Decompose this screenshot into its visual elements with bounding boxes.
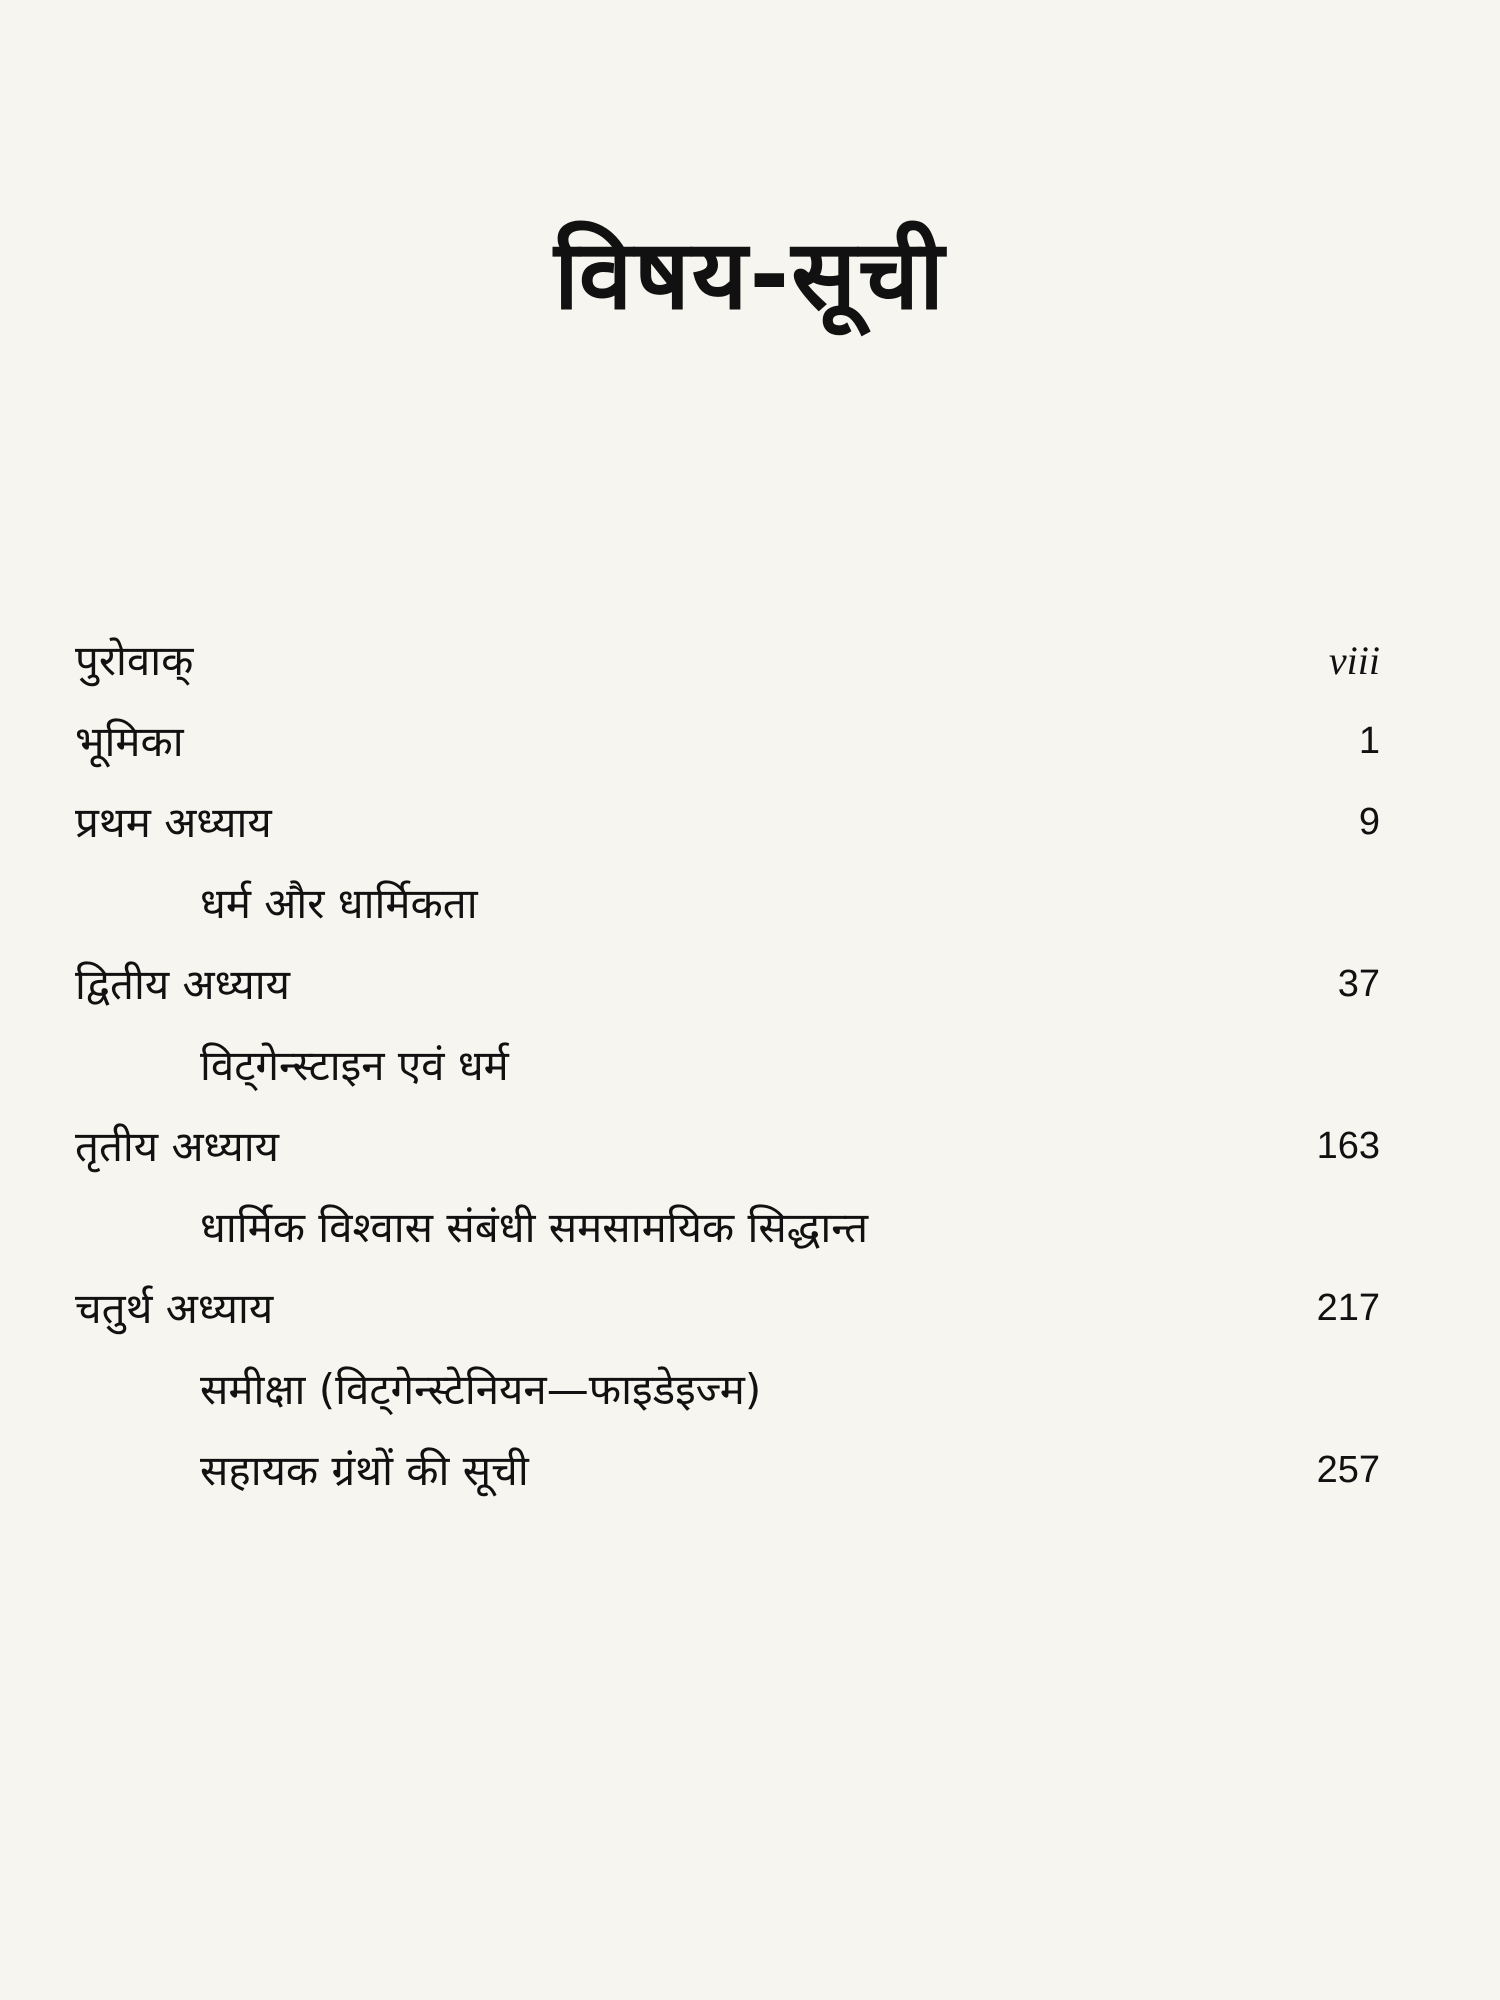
page-title: विषय-सूची [554, 219, 946, 331]
toc-page-number: 217 [1316, 1287, 1380, 1329]
toc-page-number: 257 [1316, 1449, 1380, 1491]
toc-entry-label: चतुर्थ अध्याय [75, 1284, 274, 1333]
toc-entry-label: पुरोवाक् [75, 636, 194, 685]
toc-chapter-1-subtitle [75, 863, 1380, 944]
toc-entry-chapter-3 [75, 1106, 1380, 1187]
toc-entry-chapter-4 [75, 1268, 1380, 1349]
toc-entry-chapter-1 [75, 782, 1380, 863]
toc-chapter-2-subtitle [75, 1025, 1380, 1106]
toc-page-number: viii [1328, 638, 1380, 683]
toc-page-number: 163 [1316, 1125, 1380, 1167]
toc-entry-label: धार्मिक विश्वास संबंधी समसामयिक सिद्धान्त [200, 1203, 869, 1252]
toc-entry-bibliography [75, 1430, 1380, 1511]
toc-chapter-3-subtitle [75, 1187, 1380, 1268]
toc-entry-label: तृतीय अध्याय [75, 1122, 279, 1171]
table-of-contents [75, 620, 1380, 1511]
toc-entry-label: विट्गेन्स्टाइन एवं धर्म [200, 1041, 509, 1090]
toc-entry-foreword [75, 620, 1380, 701]
toc-entry-label: धर्म और धार्मिकता [200, 879, 478, 928]
toc-entry-label: प्रथम अध्याय [75, 798, 272, 847]
toc-entry-label: सहायक ग्रंथों की सूची [200, 1446, 529, 1495]
toc-entry-chapter-2 [75, 944, 1380, 1025]
toc-entry-label: भूमिका [75, 717, 184, 766]
toc-entry-introduction [75, 701, 1380, 782]
toc-entry-label: द्वितीय अध्याय [75, 960, 291, 1009]
toc-chapter-4-subtitle [75, 1349, 1380, 1430]
toc-page-number: 1 [1358, 720, 1380, 762]
toc-page-number: 37 [1337, 963, 1380, 1005]
toc-entry-label: समीक्षा (विट्गेन्स्टेनियन—फाइडेइज्म) [200, 1365, 762, 1414]
toc-page-number: 9 [1358, 801, 1380, 843]
